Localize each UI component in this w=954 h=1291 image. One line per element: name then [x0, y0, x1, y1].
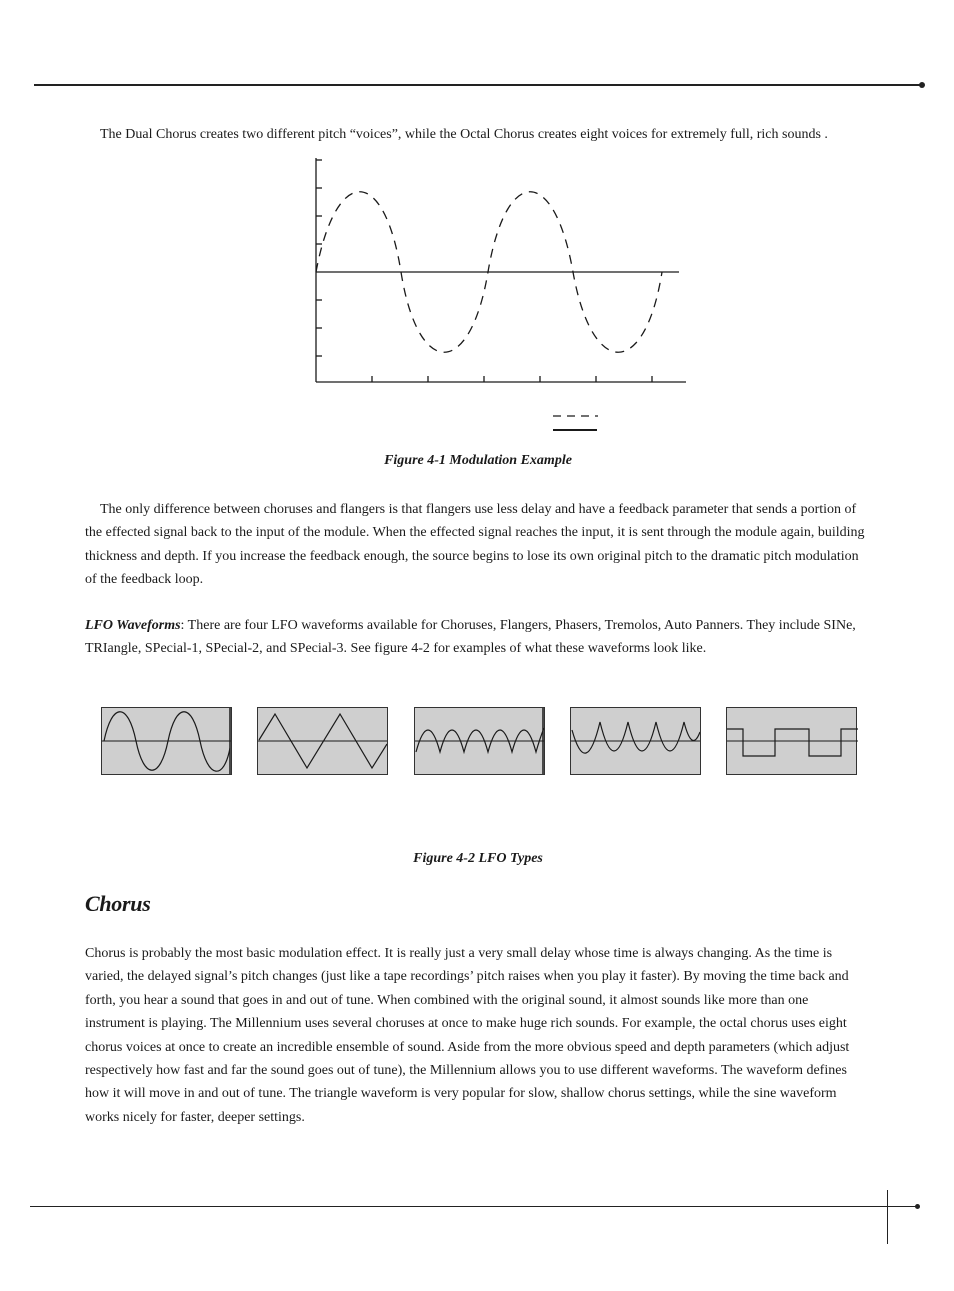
bottom-rule-dot: [915, 1204, 920, 1209]
top-rule: [34, 84, 922, 86]
intro-text: The Dual Chorus creates two different pitch “voices”, while the Octal Chorus creates eight voices for extremely full, rich sounds .: [100, 127, 828, 142]
special-3-icon: [727, 708, 858, 774]
modulation-example-figure: [300, 150, 700, 440]
top-rule-dot: [919, 82, 925, 88]
chorus-paragraph: Chorus is probably the most basic modulation effect. It is really just a very small delay whose time is always changing. As the time is varied, the delayed signal’s pitch changes (just like a tape recordings’ pitch raises when you play it faster). By moving the time back and forth, you hear a sound that goes in and out of tune. When combined with the original sound, it almost sounds like more than one instrument is playing. The Millennium uses several choruses at once to make huge rich sounds. For example, the octal chorus uses eight chorus voices at once to create an incredible ensemble of sound. Aside from the more obvious speed and depth parameters (which adjust respectively how fast and far the sound goes out of tune), the Millennium allows you to use different waveforms. The waveform defines how it will move in and out of tune. The triangle waveform is very popular for slow, shallow chorus settings, while the sine waveform works nicely for faster, deeper settings.: [85, 946, 850, 1125]
section-heading-chorus: Chorus: [85, 891, 151, 916]
special-2-icon: [571, 708, 700, 774]
figure-4-1-caption: Figure 4-1 Modulation Example: [384, 453, 572, 468]
lfo-waveforms-paragraph: [85, 614, 865, 661]
special-1-waveform-box: [414, 707, 545, 775]
special-2-waveform-box: [570, 707, 701, 775]
lfo-waveforms-text: : There are four LFO waveforms available for Choruses, Flangers, Phasers, Tremolos, Auto Panners. They include SINe, TRIangle, SPecial-1, SPecial-2, and SPecial-3. See figure 4-2 for examples of what these waveforms look like.: [85, 618, 856, 657]
figure-4-2-caption: Figure 4-2 LFO Types: [413, 851, 543, 866]
flanger-paragraph-text: The only difference between choruses and flangers is that flangers use less delay and have a feedback parameter that sends a portion of the effected signal back to the input of the module. When the effected signal reaches the input, it is sent through the module again, building thickness and depth. If you increase the feedback enough, the source begins to lose its own original pitch to the dramatic pitch modulation of the feedback loop.: [85, 502, 865, 588]
lfo-waveforms-term: LFO Waveforms: [85, 618, 181, 633]
special-3-waveform-box: [726, 707, 857, 775]
triangle-waveform-box: [257, 707, 388, 775]
special-1-icon: [415, 708, 544, 774]
bottom-rule: [30, 1206, 918, 1207]
sine-waveform-box: [101, 707, 232, 775]
flanger-paragraph: [85, 498, 871, 592]
sine-icon: [102, 708, 231, 774]
bottom-rule-vertical: [887, 1190, 888, 1244]
triangle-icon: [258, 708, 387, 774]
